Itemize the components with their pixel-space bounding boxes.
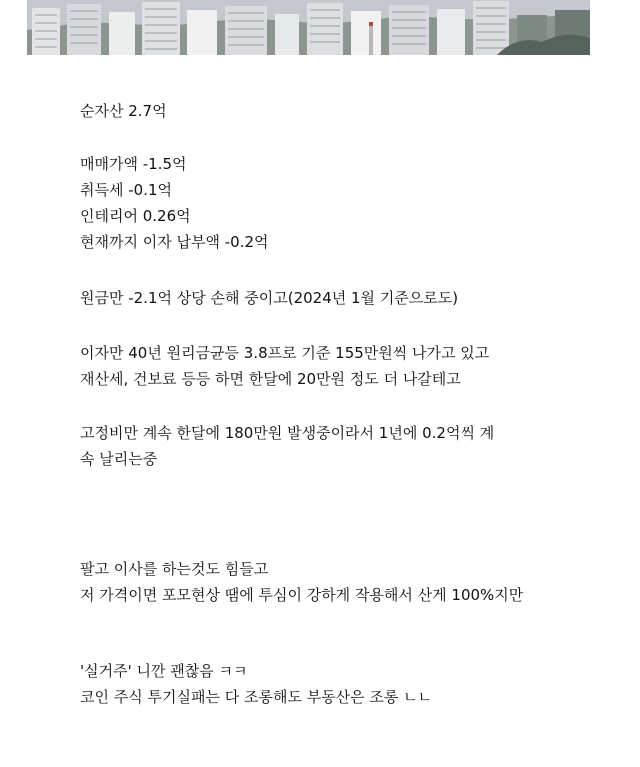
apartment-skyline-graphic: [27, 0, 590, 55]
text-line-acquisition-tax: 취득세 -0.1억: [80, 181, 172, 199]
text-line-monthly-interest: 이자만 40년 원리금균등 3.8프로 기준 155만원씩 나가고 있고: [80, 344, 490, 362]
text-line-property-tax: 재산세, 건보료 등등 하면 한달에 20만원 정도 더 나갈테고: [80, 370, 461, 388]
apartment-photo: [27, 0, 590, 55]
text-line-living-residence: '실거주' 니깐 괜찮음 ㅋㅋ: [80, 662, 248, 680]
text-line-principal-loss: 원금만 -2.1억 상당 손해 중이고(2024년 1월 기준으로도): [80, 289, 459, 307]
text-line-moving-hard: 팔고 이사를 하는것도 힘들고: [80, 560, 269, 578]
text-line-interior: 인테리어 0.26억: [80, 207, 191, 225]
text-line-net-assets: 순자산 2.7억: [80, 102, 167, 120]
text-line-sale-price: 매매가액 -1.5억: [80, 155, 187, 173]
text-line-fixed-cost-cont: 속 날리는중: [80, 450, 158, 468]
text-line-fixed-cost: 고정비만 계속 한달에 180만원 발생중이라서 1년에 0.2억씩 계: [80, 424, 495, 442]
text-line-mockery: 코인 주식 투기실패는 다 조롱해도 부동산은 조롱 ㄴㄴ: [80, 688, 433, 706]
text-line-interest-paid: 현재까지 이자 납부액 -0.2억: [80, 233, 269, 251]
text-line-fomo: 저 가격이면 포모현상 땜에 투심이 강하게 작용해서 산게 100%지만: [80, 586, 524, 604]
